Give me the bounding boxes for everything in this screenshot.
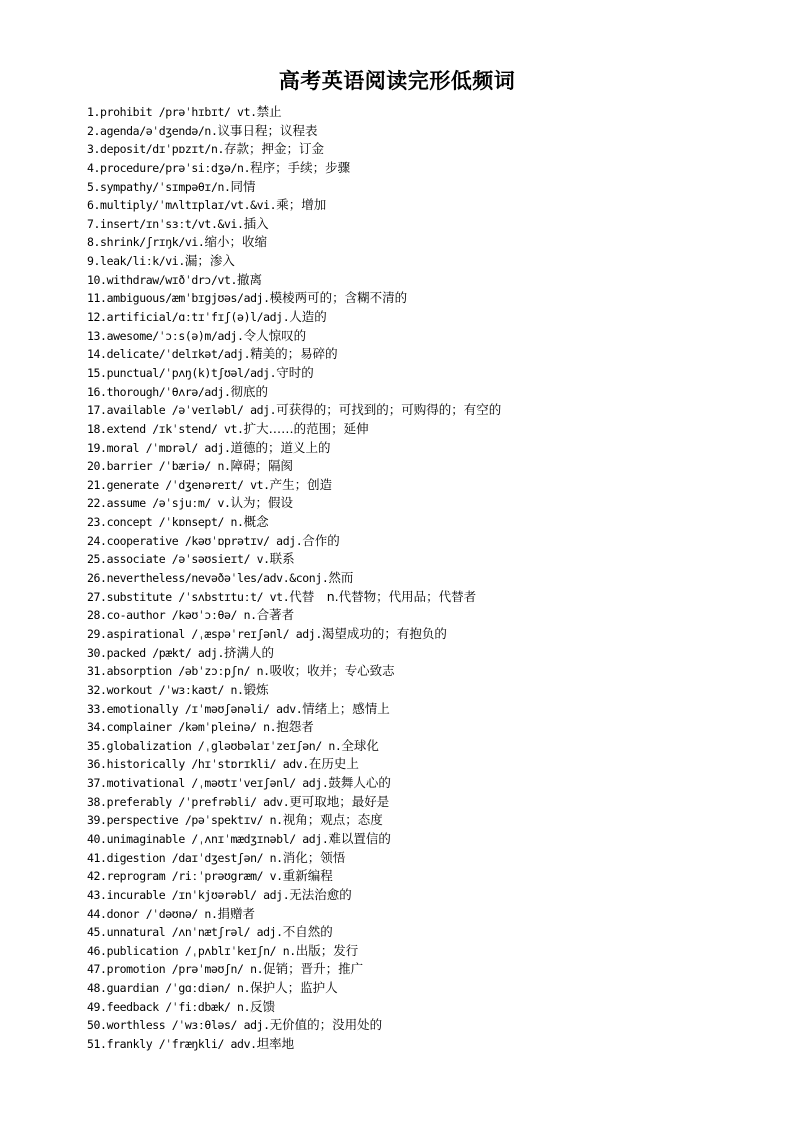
- vocab-entry: [87, 867, 767, 886]
- entry-word-phonetic: 34.complainer /kəmˈpleinə/ n.: [87, 720, 277, 735]
- entry-meaning: 出版；发行: [295, 942, 359, 958]
- entry-word-phonetic: 41.digestion /daɪˈdʒestʃən/ n.: [87, 850, 283, 865]
- vocab-entry: [87, 327, 767, 346]
- entry-word-phonetic: 45.unnatural /ʌnˈnætʃrəl/ adj.: [87, 925, 283, 940]
- vocab-entry: [87, 439, 767, 458]
- entry-meaning: 彻底的: [230, 383, 269, 399]
- vocab-entry: [87, 830, 767, 849]
- entry-meaning: 存款；押金；订金: [224, 141, 325, 157]
- entry-word-phonetic: 25.associate /əˈsəʊsieɪt/ v.: [87, 552, 270, 567]
- entry-meaning: 难以置信的: [328, 830, 391, 846]
- entry-word-phonetic: 33.emotionally /ɪˈməʊʃənəli/ adv.: [87, 701, 303, 716]
- entry-meaning: 程序；手续；步骤: [250, 159, 351, 175]
- entry-meaning: 禁止: [256, 104, 282, 119]
- entry-word-phonetic: 35.globalization /ˌgləʊbəlaɪˈzeɪʃən/ n.: [87, 738, 342, 753]
- entry-meaning: 合著者: [256, 607, 295, 623]
- entry-word-phonetic: 28.co-author /kəʊˈɔːθə/ n.: [87, 608, 257, 623]
- entry-word-phonetic: 47.promotion /prəˈməʊʃn/ n.: [87, 962, 264, 977]
- vocab-entry: [87, 625, 767, 644]
- vocab-entry: [87, 476, 767, 495]
- vocab-entry: [87, 569, 767, 588]
- vocab-entry: [87, 1035, 767, 1054]
- entry-word-phonetic: 50.worthless /ˈwɜːθləs/ adj.: [87, 1018, 270, 1033]
- entry-word-phonetic: 22.assume /əˈsjuːm/ v.: [87, 496, 231, 511]
- entry-meaning: 捐赠者: [217, 905, 255, 921]
- vocab-entry: [87, 718, 767, 737]
- vocab-entry: [87, 942, 767, 961]
- vocab-entry: [87, 457, 767, 476]
- entry-word-phonetic: 37.motivational /ˌməʊtɪˈveɪʃənl/ adj.: [87, 776, 329, 791]
- entry-word-phonetic: 26.nevertheless/nevəðəˈles/adv.&conj.: [87, 571, 329, 586]
- entry-meaning: 扩大……的范围；延伸: [243, 420, 369, 436]
- entry-meaning: 插入: [243, 215, 269, 231]
- entry-meaning: 坦率地: [256, 1036, 295, 1052]
- entry-meaning: 联系: [269, 551, 295, 567]
- vocab-entry: [87, 550, 767, 569]
- vocab-entry: [87, 606, 767, 625]
- entry-meaning: 漏；渗入: [184, 253, 235, 269]
- entry-word-phonetic: 21.generate /ˈdʒenəreɪt/ vt.: [87, 477, 270, 492]
- entry-word-phonetic: 4.procedure/prəˈsiːdʒə/n.: [87, 160, 251, 175]
- vocab-entry: [87, 494, 767, 513]
- entry-meaning: 保护人；监护人: [250, 980, 338, 996]
- vocab-entry: [87, 793, 767, 812]
- entry-word-phonetic: 40.unimaginable /ˌʌnɪˈmædʒɪnəbl/ adj.: [87, 831, 329, 846]
- entry-word-phonetic: 17.available /əˈveɪləbl/ adj.: [87, 403, 277, 418]
- entry-meaning: 不自然的: [282, 924, 333, 940]
- vocab-entry: [87, 755, 767, 774]
- entry-word-phonetic: 3.deposit/dɪˈpɒzɪt/n.: [87, 142, 224, 157]
- entry-meaning: 消化；领悟: [282, 849, 346, 865]
- entry-meaning: 议事日程；议程表: [217, 122, 318, 138]
- entry-word-phonetic: 16.thorough/ˈθʌrə/adj.: [87, 384, 231, 399]
- entry-word-phonetic: 24.cooperative /kəʊˈɒprətɪv/ adj.: [87, 533, 303, 548]
- entry-word-phonetic: 49.feedback /ˈfiːdbæk/ n.: [87, 999, 251, 1014]
- entry-word-phonetic: 2.agenda/əˈdʒendə/n.: [87, 123, 218, 138]
- entry-word-phonetic: 1.prohibit /prəˈhɪbɪt/ vt.: [87, 105, 257, 119]
- entry-meaning: 挤满人的: [224, 644, 275, 660]
- vocab-entry: [87, 289, 767, 308]
- vocab-entry: [87, 737, 767, 756]
- entry-meaning: 概念: [243, 514, 269, 530]
- page-title: 高考英语阅读完形低频词: [278, 69, 516, 93]
- entry-meaning: 障碍；隔阂: [230, 458, 294, 474]
- entry-meaning: 视角；观点；态度: [282, 812, 383, 828]
- vocab-entry: [87, 271, 767, 290]
- vocab-entry: [87, 122, 767, 141]
- entry-meaning: 更可取地；最好是: [289, 793, 390, 809]
- vocab-entry: [87, 644, 767, 663]
- vocab-entry: [87, 700, 767, 719]
- entry-meaning: 情绪上；感情上: [302, 700, 390, 716]
- entry-meaning: 令人惊叹的: [243, 327, 307, 343]
- entry-word-phonetic: 13.awesome/ˈɔːs(ə)m/adj.: [87, 328, 244, 343]
- entry-meaning: 撤离: [237, 271, 263, 287]
- entry-meaning: 守时的: [276, 364, 314, 380]
- vocab-entry: [87, 345, 767, 364]
- entry-meaning: 重新编程: [282, 868, 333, 884]
- vocab-entry: [87, 103, 767, 122]
- vocab-entry: [87, 401, 767, 420]
- entry-meaning: 合作的: [302, 532, 340, 548]
- entry-word-phonetic: 32.workout /ˈwɜːkaʊt/ n.: [87, 682, 244, 697]
- vocab-entry: [87, 420, 767, 439]
- vocab-entry: [87, 196, 767, 215]
- entry-word-phonetic: 10.withdraw/wɪðˈdrɔ/vt.: [87, 272, 238, 287]
- entry-meaning: 代替 n.代替物；代用品；代替者: [289, 588, 477, 604]
- vocab-entry: [87, 233, 767, 252]
- entry-word-phonetic: 9.leak/liːk/vi.: [87, 254, 185, 269]
- entry-word-phonetic: 42.reprogram /riːˈprəʊgræm/ v.: [87, 869, 283, 884]
- entry-word-phonetic: 23.concept /ˈkɒnsept/ n.: [87, 515, 244, 530]
- entry-meaning: 精美的；易碎的: [250, 346, 338, 362]
- vocab-entry: [87, 215, 767, 234]
- entry-word-phonetic: 48.guardian /ˈgɑːdiən/ n.: [87, 981, 251, 996]
- vocab-entry: [87, 178, 767, 197]
- entry-word-phonetic: 51.frankly /ˈfræŋkli/ adv.: [87, 1037, 257, 1052]
- entry-meaning: 吸收；收并；专心致志: [269, 663, 395, 679]
- vocab-entry: [87, 923, 767, 942]
- entry-meaning: 同情: [230, 178, 256, 194]
- vocab-entry: [87, 681, 767, 700]
- entry-meaning: 锻炼: [243, 681, 269, 697]
- vocab-entry: [87, 849, 767, 868]
- entry-meaning: 抱怨者: [276, 719, 314, 735]
- entry-word-phonetic: 30.packed /pækt/ adj.: [87, 645, 224, 660]
- entry-word-phonetic: 46.publication /ˌpʌblɪˈkeɪʃn/ n.: [87, 943, 296, 958]
- entry-word-phonetic: 14.delicate/ˈdelɪkət/adj.: [87, 347, 251, 362]
- entry-word-phonetic: 12.artificial/ɑːtɪˈfɪʃ(ə)l/adj.: [87, 310, 290, 325]
- entry-word-phonetic: 31.absorption /əbˈzɔːpʃn/ n.: [87, 664, 270, 679]
- vocab-entry: [87, 364, 767, 383]
- vocab-entry: [87, 532, 767, 551]
- entry-meaning: 然而: [328, 570, 354, 586]
- entry-meaning: 渴望成功的；有抱负的: [321, 625, 447, 641]
- vocab-entry: [87, 140, 767, 159]
- vocab-entry: [87, 383, 767, 402]
- vocab-entry: [87, 774, 767, 793]
- entry-meaning: 模棱两可的；含糊不清的: [269, 290, 408, 306]
- entry-word-phonetic: 27.substitute /ˈsʌbstɪtuːt/ vt.: [87, 589, 290, 604]
- entry-meaning: 无价值的；没用处的: [269, 1017, 383, 1033]
- vocab-entry: [87, 811, 767, 830]
- entry-word-phonetic: 38.preferably /ˈprefrəbli/ adv.: [87, 794, 290, 809]
- entry-meaning: 鼓舞人心的: [328, 775, 391, 791]
- entry-word-phonetic: 7.insert/ɪnˈsɜːt/vt.&vi.: [87, 216, 244, 231]
- entry-word-phonetic: 15.punctual/ˈpʌŋ(k)tʃʊəl/adj.: [87, 365, 277, 380]
- entry-meaning: 在历史上: [308, 756, 359, 772]
- entry-meaning: 产生；创造: [269, 476, 333, 492]
- entry-meaning: 反馈: [250, 998, 276, 1014]
- vocab-entry: [87, 960, 767, 979]
- entry-meaning: 全球化: [341, 737, 379, 753]
- entry-word-phonetic: 6.multiply/ˈmʌltɪplaɪ/vt.&vi.: [87, 198, 277, 213]
- entry-meaning: 人造的: [289, 309, 327, 325]
- entry-word-phonetic: 20.barrier /ˈbæriə/ n.: [87, 459, 231, 474]
- vocab-entry: [87, 252, 767, 271]
- vocab-entry: [87, 998, 767, 1017]
- entry-word-phonetic: 44.donor /ˈdəʊnə/ n.: [87, 906, 218, 921]
- vocab-entry: [87, 159, 767, 178]
- vocab-entry: [87, 513, 767, 532]
- entry-meaning: 认为；假设: [230, 495, 294, 511]
- entry-word-phonetic: 5.sympathy/ˈsɪmpəθɪ/n.: [87, 179, 231, 194]
- entry-word-phonetic: 11.ambiguous/æmˈbɪgjʊəs/adj.: [87, 291, 270, 306]
- vocab-entry: [87, 905, 767, 924]
- entry-meaning: 乘；增加: [276, 197, 327, 213]
- entry-meaning: 无法治愈的: [289, 886, 352, 902]
- vocab-entry: [87, 1016, 767, 1035]
- vocab-entry: [87, 662, 767, 681]
- entry-meaning: 道德的；道义上的: [230, 439, 331, 455]
- entry-meaning: 缩小；收缩: [204, 234, 267, 250]
- vocab-entry: [87, 588, 767, 607]
- entry-word-phonetic: 19.moral /ˈmɒrəl/ adj.: [87, 440, 231, 455]
- entry-word-phonetic: 43.incurable /ɪnˈkjʊərəbl/ adj.: [87, 887, 290, 902]
- entry-meaning: 可获得的；可找到的；可购得的；有空的: [276, 402, 502, 418]
- vocabulary-list: [87, 103, 767, 1054]
- entry-word-phonetic: 39.perspective /pəˈspektɪv/ n.: [87, 813, 283, 828]
- vocab-entry: [87, 979, 767, 998]
- entry-meaning: 促销；晋升；推广: [263, 961, 364, 977]
- entry-word-phonetic: 29.aspirational /ˌæspəˈreɪʃənl/ adj.: [87, 626, 322, 641]
- vocab-entry: [87, 886, 767, 905]
- vocab-entry: [87, 308, 767, 327]
- entry-word-phonetic: 36.historically /hɪˈstɒrɪkli/ adv.: [87, 757, 309, 772]
- entry-word-phonetic: 18.extend /ɪkˈstend/ vt.: [87, 421, 244, 436]
- entry-word-phonetic: 8.shrink/ʃrɪŋk/vi.: [87, 235, 205, 250]
